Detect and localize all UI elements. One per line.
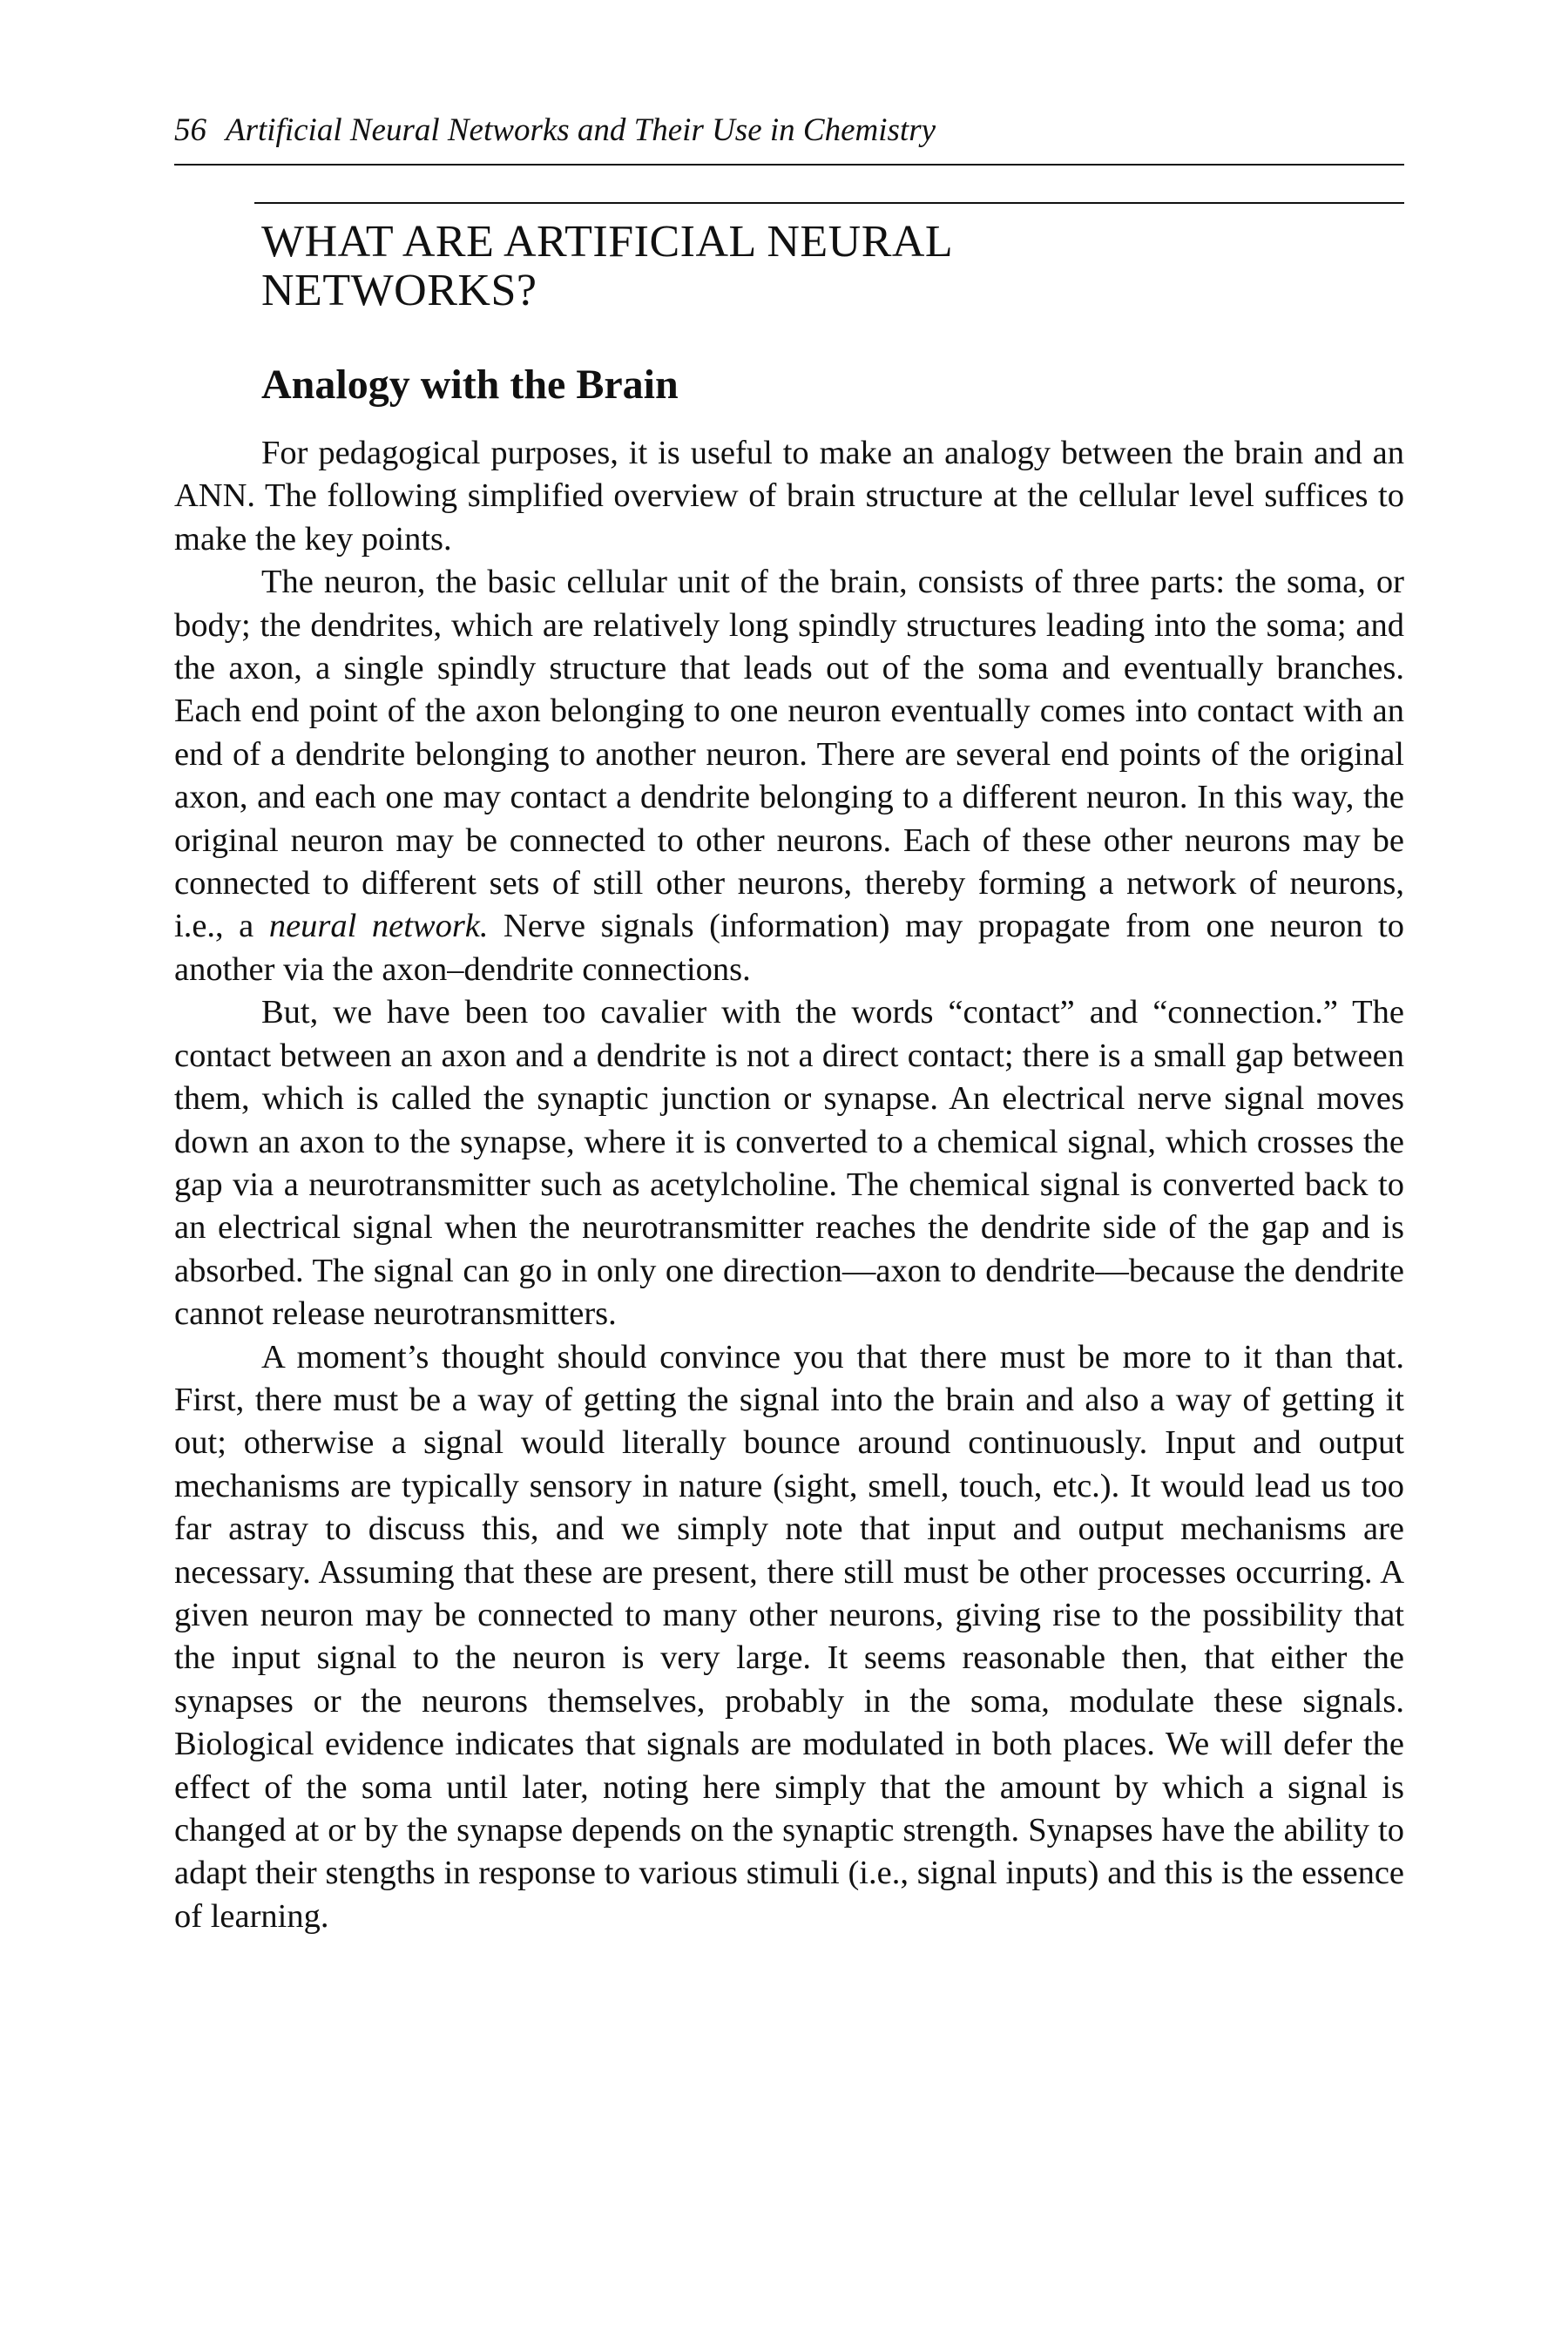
subsection-title: Analogy with the Brain <box>261 362 679 408</box>
running-title: Artificial Neural Networks and Their Use in Chemistry <box>226 112 936 148</box>
paragraph-2-emphasis: neural network. <box>268 908 489 945</box>
paragraph-1: For pedagogical purposes, it is useful to make an analogy between the brain and an ANN. The following simplified overview of brain structure at the cellular level suffices to make the key points. <box>174 435 1404 558</box>
running-head <box>174 112 1404 166</box>
paragraph-3: But, we have been too cavalier with the words “contact” and “connection.” The contact between an axon and a dendrite is not a direct contact; there is a small gap between them, which is called the synaptic junction or synapse. An electrical nerve signal moves down an axon to the synapse, where it is converted to a chemical signal, which crosses the gap via a neurotransmitter such as acetylcholine. The chemical signal is converted back to an electrical signal when the neurotransmitter reaches the dendrite side of the gap and is absorbed. The signal can go in only one direction—axon to dendrite—because the dendrite cannot release neurotransmitters. <box>174 994 1404 1333</box>
section-title-line-2: NETWORKS? <box>261 266 537 315</box>
paragraph-2-text-a: The neuron, the basic cellular unit of the brain, consists of three parts: the soma, or body; the dendrites, which are relatively long spindly structures leading into the soma; and the axon, a single spindly structure that leads out of the soma and eventually branches. Each end point of the axon belonging to one neuron eventually comes into contact with an end of a dendrite belonging to another neuron. There are several end points of the original axon, and each one may contact a dendrite belonging to a different neuron. In this way, the original neuron may be connected to other neurons. Each of these other neurons may be connected to different sets of still other neurons, thereby forming a network of neurons, i.e., a <box>174 564 1404 945</box>
section-title <box>261 218 1132 315</box>
paragraph-2 <box>174 561 1404 991</box>
paragraph-4: A moment’s thought should convince you that there must be more to it than that. First, there must be a way of getting the signal into the brain and also a way of getting it out; otherwise a signal would literally bounce around continuously. Input and output mechanisms are typically sensory in nature (sight, smell, touch, etc.). It would lead us too far astray to discuss this, and we simply note that input and output mechanisms are necessary. Assuming that these are present, there still must be other processes occurring. A given neuron may be connected to many other neurons, giving rise to the possibility that the input signal to the neuron is very large. It seems reasonable then, that either the synapses or the neurons themselves, probably in the soma, modulate these signals. Biological evidence indicates that signals are modulated in both places. We will defer the effect of the soma until later, noting here simply that the amount by which a signal is changed at or by the synapse depends on the synaptic strength. Synapses have the ability to adapt their stengths in response to various stimuli (i.e., signal inputs) and this is the essence of learning. <box>174 1338 1404 1935</box>
page-number: 56 <box>174 112 206 148</box>
section-title-line-1: WHAT ARE ARTIFICIAL NEURAL <box>261 217 954 267</box>
body-text <box>174 432 1404 1938</box>
section-rule <box>254 202 1404 204</box>
paragraph-2-text-b: Nerve signals (information) may propagate from one neuron to another via the axon–dendrite connections. <box>174 908 1404 988</box>
